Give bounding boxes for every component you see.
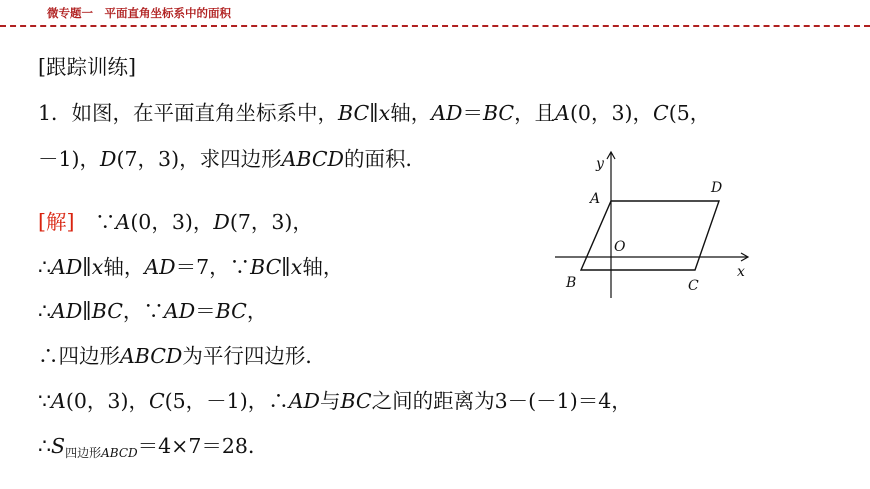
solution-line-3: ∴AD∥BC，∵AD＝BC， <box>38 299 268 323</box>
solution-line-1: [解] ∵A(0，3)，D(7，3)， <box>38 210 313 234</box>
problem-line-1: 1．如图，在平面直角坐标系中，BC∥x轴，AD＝BC，且A(0，3)，C(5， <box>38 101 711 125</box>
solution-label: [解] <box>38 210 75 234</box>
solution-line-5: ∵A(0，3)，C(5，－1)，∴AD与BC之间的距离为3－(－1)＝4， <box>38 389 632 413</box>
vertex-a-label: A <box>590 191 601 207</box>
origin-label: O <box>614 239 626 255</box>
problem-line-2: －1)，D(7，3)，求四边形ABCD的面积． <box>38 147 426 171</box>
x-axis-label: x <box>737 264 745 280</box>
solution-line-6: $\therefore S_{四边形ABCD}=4\times 7=28$． <box>38 434 269 460</box>
vertex-b-label: B <box>566 275 577 291</box>
header-title: 微专题一 平面直角坐标系中的面积 <box>47 6 231 20</box>
solution-line-4: ∴四边形ABCD为平行四边形． <box>38 344 326 368</box>
solution-line-2: ∴AD∥x轴，AD＝7，∵BC∥x轴， <box>38 255 344 279</box>
vertex-c-label: C <box>688 278 699 294</box>
section-label: [跟踪训练] <box>38 55 136 79</box>
parallelogram-abcd <box>581 201 719 270</box>
vertex-d-label: D <box>711 180 723 196</box>
y-axis-label: y <box>596 156 604 172</box>
